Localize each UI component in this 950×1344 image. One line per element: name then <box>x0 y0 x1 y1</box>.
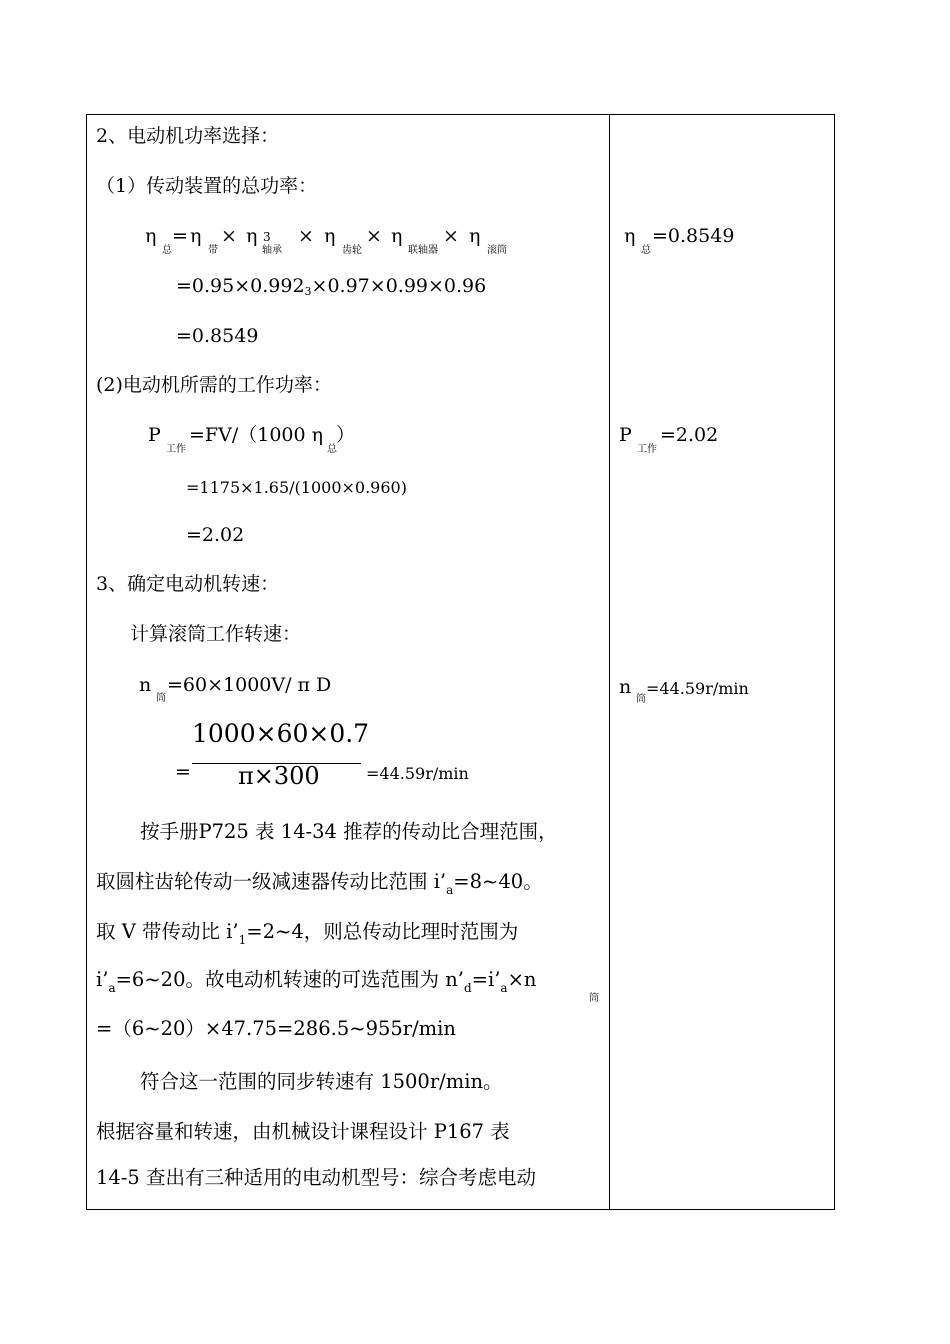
eta-sub-coupling: 联轴器 <box>408 245 438 256</box>
result-p-sub: 工作 <box>637 444 657 455</box>
text-run: =6~20。故电动机转速的可选范围为 n’ <box>115 968 464 991</box>
eta-symbol: η <box>324 225 336 247</box>
eta-symbol: η <box>190 225 202 247</box>
eta-symbol: η <box>469 225 481 247</box>
power-result: =2.02 <box>186 524 245 546</box>
text-run: =2~4，则总传动比理时范围为 <box>246 920 519 943</box>
result-p-value: =2.02 <box>660 424 719 446</box>
paragraph-line <box>96 920 601 952</box>
text-run: i’ <box>96 968 109 991</box>
times-sign: × <box>443 225 459 247</box>
result-n-label: n <box>619 676 632 698</box>
eta-sub-belt: 带 <box>208 245 218 256</box>
subscript: a <box>108 981 116 995</box>
result-eta-sub: 总 <box>641 245 651 256</box>
section-3-title: 3、确定电动机转速： <box>96 573 280 595</box>
n-sub-drum: 筒 <box>156 693 166 704</box>
paragraph-line: =（6~20）×47.75=286.5~955r/min <box>96 1017 456 1040</box>
p-formula-sub-total: 总 <box>327 444 337 455</box>
paragraph-line: 14-5 查出有三种适用的电动机型号：综合考虑电动 <box>96 1166 537 1189</box>
section-2-title: 2、电动机功率选择： <box>96 125 280 147</box>
eta-calc-exponent: 3 <box>304 285 312 298</box>
eta-calc-part1: =0.95×0.992 <box>176 275 305 297</box>
paragraph-line: 按手册P725 表 14-34 推荐的传动比合理范围， <box>140 820 558 843</box>
p-formula-close: ） <box>336 424 356 446</box>
result-n-value: =44.59r/min <box>646 679 749 698</box>
result-n-sub: 筒 <box>636 694 646 705</box>
result-eta-label: η <box>624 225 636 247</box>
text-run: ×n <box>507 968 537 991</box>
subscript: a <box>446 883 454 897</box>
p-sub-work: 工作 <box>166 444 186 455</box>
p-symbol: P <box>148 424 161 446</box>
result-p-label: P <box>619 424 632 446</box>
subscript: d <box>463 981 472 995</box>
eta-result: =0.8549 <box>176 325 259 347</box>
subsection-2-title: (2)电动机所需的工作功率： <box>96 374 332 396</box>
text-run: 取圆柱齿轮传动一级减速器传动比范围 i’ <box>96 870 447 893</box>
text-run: =8~40。 <box>453 870 543 893</box>
fraction-denominator: π×300 <box>238 762 320 790</box>
text-run: 取 V 带传动比 i’ <box>96 920 239 943</box>
paragraph-line: 符合这一范围的同步转速有 1500r/min。 <box>140 1070 503 1093</box>
equals-sign: = <box>172 225 188 247</box>
paragraph-line <box>96 870 601 902</box>
eta-symbol: η <box>145 225 157 247</box>
eta-calculation <box>176 274 486 304</box>
eta-symbol: η <box>391 225 403 247</box>
paragraph-line: 根据容量和转速，由机械设计课程设计 P167 表 <box>96 1120 510 1143</box>
n-formula-body: =60×1000V/ π D <box>167 674 332 696</box>
result-eta-value: =0.8549 <box>652 225 735 247</box>
eta-sub-total: 总 <box>162 245 172 256</box>
times-sign: × <box>298 225 314 247</box>
times-sign: × <box>366 225 382 247</box>
fraction-equals: = <box>175 761 191 783</box>
subscript-drum: 筒 <box>589 993 599 1004</box>
eta-sub-bearing: 轴承 <box>262 245 282 256</box>
paragraph-line <box>96 968 601 1000</box>
column-divider <box>609 114 610 1210</box>
n-symbol: n <box>139 674 152 696</box>
power-calculation: =1175×1.65/(1000×0.960) <box>186 478 407 497</box>
subsection-1-title: （1）传动装置的总功率： <box>96 175 318 197</box>
p-formula-body: =FV/（1000 η <box>189 424 324 446</box>
text-run: =i’ <box>471 968 501 991</box>
times-sign: × <box>221 225 237 247</box>
subscript: 1 <box>238 933 247 947</box>
fraction-numerator: 1000×60×0.7 <box>192 719 370 748</box>
eta-sub-drum: 滚筒 <box>487 245 507 256</box>
exponent-three: 3 <box>263 230 271 244</box>
eta-calc-part2: ×0.97×0.99×0.96 <box>311 275 487 297</box>
eta-sub-gear: 齿轮 <box>342 245 362 256</box>
fraction-result: =44.59r/min <box>366 764 469 783</box>
subscript: a <box>500 981 508 995</box>
eta-symbol: η <box>246 225 258 247</box>
drum-speed-title: 计算滚筒工作转速： <box>130 623 302 645</box>
